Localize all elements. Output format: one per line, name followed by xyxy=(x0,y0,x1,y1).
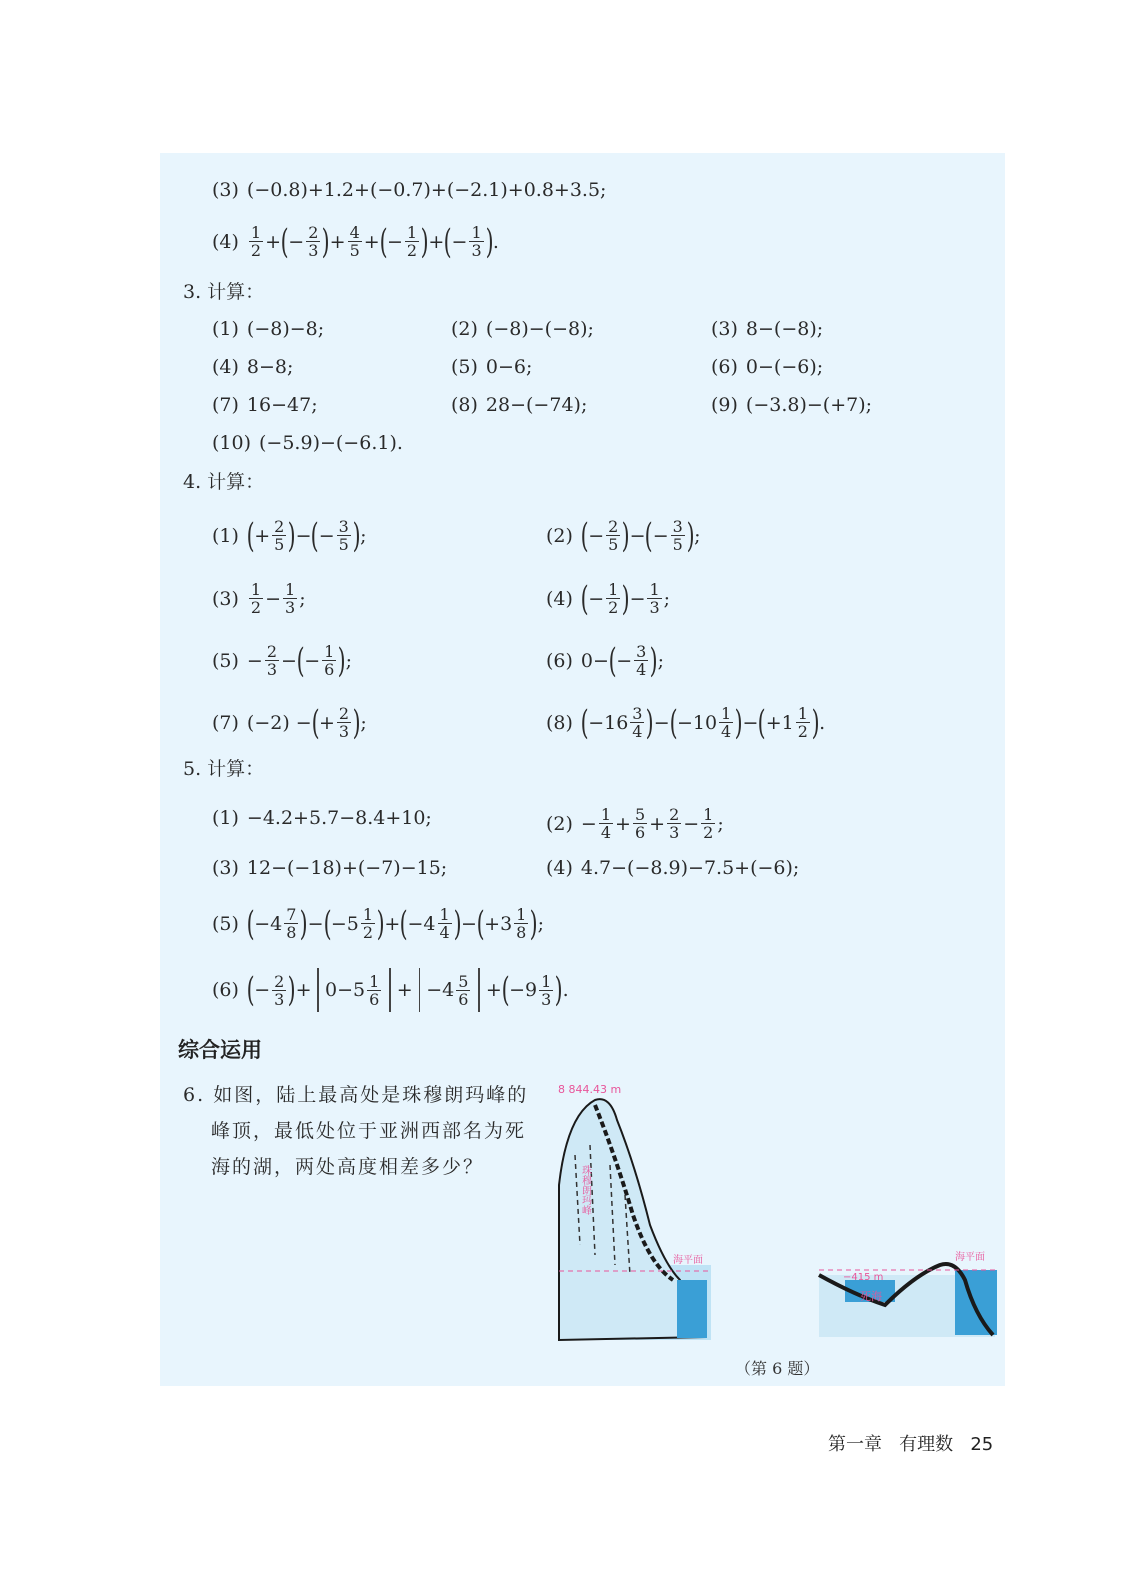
q3-item: (9) (−3.8)−(+7); xyxy=(711,394,873,416)
q5-title: 5. 计算： xyxy=(183,758,265,780)
q5-item: (5) ( −4 $\frac{7}{8}$ ) − ( −5 $\frac{1}{2}$ ) + ( −4 $\frac{1}{4}$ ) − ( +3 $\frac{1}{8}$ ) ; xyxy=(212,903,545,944)
q5-item: (2) − $\frac{1}{4}$ + $\frac{5}{6}$ + $\frac{2}{3}$ − $\frac{1}{2}$ ; xyxy=(546,805,724,842)
q3-item: (2) (−8)−(−8); xyxy=(451,318,594,340)
q3-title: 3. 计算： xyxy=(183,281,265,303)
q2-part3: (3) (−0.8)+1.2+(−0.7)+(−2.1)+0.8+3.5; xyxy=(212,179,607,201)
q3-item: (8) 28−(−74); xyxy=(451,394,588,416)
svg-text:珠穆朗玛峰: 珠穆朗玛峰 xyxy=(579,1165,591,1215)
chapter-number: 第一章 xyxy=(828,1434,882,1455)
section-heading: 综合运用 xyxy=(178,1038,262,1062)
q3-item: (1) (−8)−8; xyxy=(212,318,325,340)
svg-text:海平面: 海平面 xyxy=(955,1252,985,1263)
everest-figure xyxy=(555,1075,715,1345)
q3-item: (7) 16−47; xyxy=(212,394,318,416)
q4-item: (2) ( − $\frac{2}{5}$ ) − ( − $\frac{3}{5}$ ) ; xyxy=(546,515,701,556)
q3-item: (4) 8−8; xyxy=(212,356,294,378)
q4-item: (5) − $\frac{2}{3}$ − ( − $\frac{1}{6}$ ) ; xyxy=(212,640,352,681)
page-footer xyxy=(828,1430,993,1456)
svg-text:死海: 死海 xyxy=(860,1290,882,1303)
q3-item: (6) 0−(−6); xyxy=(711,356,824,378)
q4-item: (1) ( + $\frac{2}{5}$ ) − ( − $\frac{3}{5}$ ) ; xyxy=(212,515,367,556)
q4-item: (3) $\frac{1}{2}$ − $\frac{1}{3}$ ; xyxy=(212,580,306,617)
q4-item: (7) (−2) − ( + $\frac{2}{3}$ ) ; xyxy=(212,702,367,743)
q4-title: 4. 计算： xyxy=(183,471,265,493)
svg-text:−415 m: −415 m xyxy=(843,1272,884,1283)
svg-text:海平面: 海平面 xyxy=(673,1255,703,1266)
q5-item: (6) ( − $\frac{2}{3}$ ) + 0−5 $\frac{1}{6}$ + −4 $\frac{5}{6}$ + ( −9 $\frac{1}{3}$ ) . xyxy=(212,970,569,1010)
q3-item: (10) (−5.9)−(−6.1). xyxy=(212,432,403,454)
svg-text:8 844.43 m: 8 844.43 m xyxy=(558,1083,622,1096)
dead-sea-figure xyxy=(815,1245,1000,1340)
page-number: 25 xyxy=(970,1434,994,1455)
q4-item: (6) 0− ( − $\frac{3}{4}$ ) ; xyxy=(546,640,664,681)
q3-item: (3) 8−(−8); xyxy=(711,318,824,340)
q5-item: (3) 12−(−18)+(−7)−15; xyxy=(212,857,448,879)
figure-caption: （第 6 题） xyxy=(735,1359,820,1378)
q5-item: (1) −4.2+5.7−8.4+10; xyxy=(212,807,432,829)
q4-item: (8) ( −16 $\frac{3}{4}$ ) − ( −10 $\frac{1}{4}$ ) − ( +1 $\frac{1}{2}$ ) . xyxy=(546,702,826,743)
q3-item: (5) 0−6; xyxy=(451,356,533,378)
q5-item: (4) 4.7−(−8.9)−7.5+(−6); xyxy=(546,857,800,879)
q4-item: (4) ( − $\frac{1}{2}$ ) − $\frac{1}{3}$ ; xyxy=(546,578,671,619)
chapter-title: 有理数 xyxy=(899,1434,954,1455)
q6-text: 6. 如图，陆上最高处是珠穆朗玛峰的 峰顶，最低处位于亚洲西部名为死 海的湖，两处高度相差多少？ xyxy=(183,1084,529,1178)
q2-part4: (4) $\frac{1}{2}$ + ( − $\frac{2}{3}$ ) + $\frac{4}{5}$ + ( − $\frac{1}{2}$ ) + ( − $\frac{1}{3}$ ) . xyxy=(212,221,499,262)
